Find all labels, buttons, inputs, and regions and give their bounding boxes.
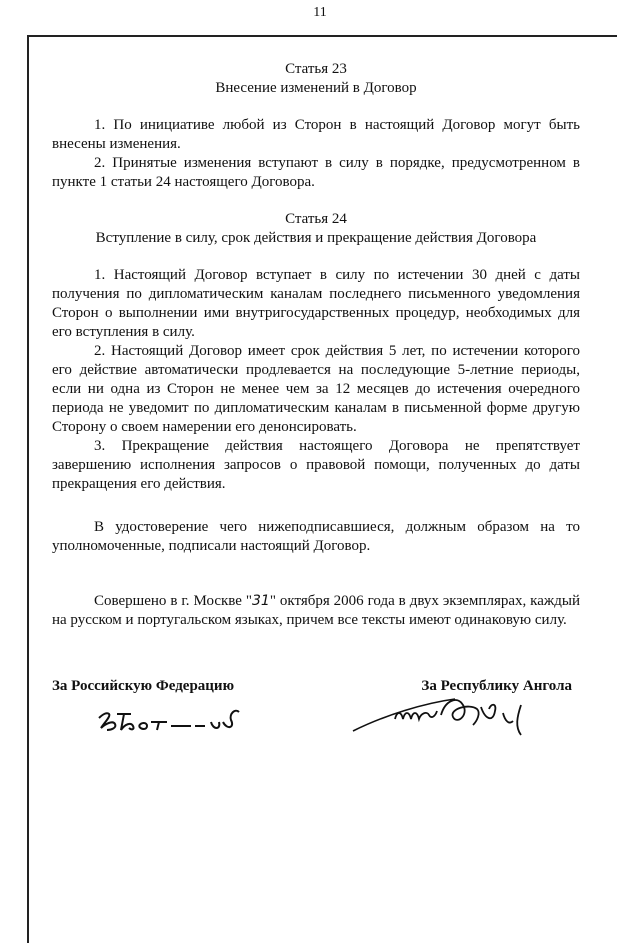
page-number: 11 [313, 5, 327, 20]
article-24-paragraph-2: 2. Настоящий Договор имеет срок действия 5 лет, по истечении которого его действие автоматически продлевается на последующие 5-летние периоды, если ни одна из Сторон не менее чем за 12 месяцев до истечения очередного периода не уведомит по дипломатическим каналам в письменной форме другую Сторону о своем намерении его денонсировать. [52, 343, 580, 435]
handwritten-day: 31 [251, 593, 270, 609]
article-23-number: Статья 23 [285, 61, 347, 77]
signatory-angola: За Республику Ангола [421, 678, 572, 694]
done-at-paragraph [52, 592, 580, 630]
done-at-prefix: Совершено в г. Москве " [94, 593, 252, 609]
article-23-paragraph-2: 2. Принятые изменения вступают в силу в порядке, предусмотренном в пункте 1 статьи 24 настоящего Договора. [52, 155, 580, 190]
witness-paragraph: В удостоверение чего нижеподписавшиеся, должным образом на то уполномоченные, подписали настоящий Договор. [52, 519, 580, 554]
article-24-number: Статья 24 [285, 211, 347, 227]
document-body [52, 60, 580, 630]
article-23-title: Внесение изменений в Договор [215, 80, 417, 96]
done-at-suffix: " октября 2006 года в двух экземплярах, каждый на русском и португальском языках, причем все тексты имеют одинаковую силу. [52, 593, 580, 628]
article-24-paragraph-3: 3. Прекращение действия настоящего Договора не препятствует завершению исполнения запросов о правовой помощи, полученных до даты прекращения его действия. [52, 438, 580, 492]
signature-angola [345, 685, 555, 755]
signature-russia [95, 700, 245, 740]
signatory-russia: За Российскую Федерацию [52, 678, 235, 694]
article-23-paragraph-1: 1. По инициативе любой из Сторон в настоящий Договор могут быть внесены изменения. [52, 117, 580, 152]
article-24-title: Вступление в силу, срок действия и прекращение действия Договора [95, 230, 537, 246]
article-24-paragraph-1: 1. Настоящий Договор вступает в силу по истечении 30 дней с даты получения по дипломатическим каналам последнего письменного уведомления Сторон о выполнении ими внутригосударственных процедур, необходимых для его вступления в силу. [52, 267, 580, 340]
